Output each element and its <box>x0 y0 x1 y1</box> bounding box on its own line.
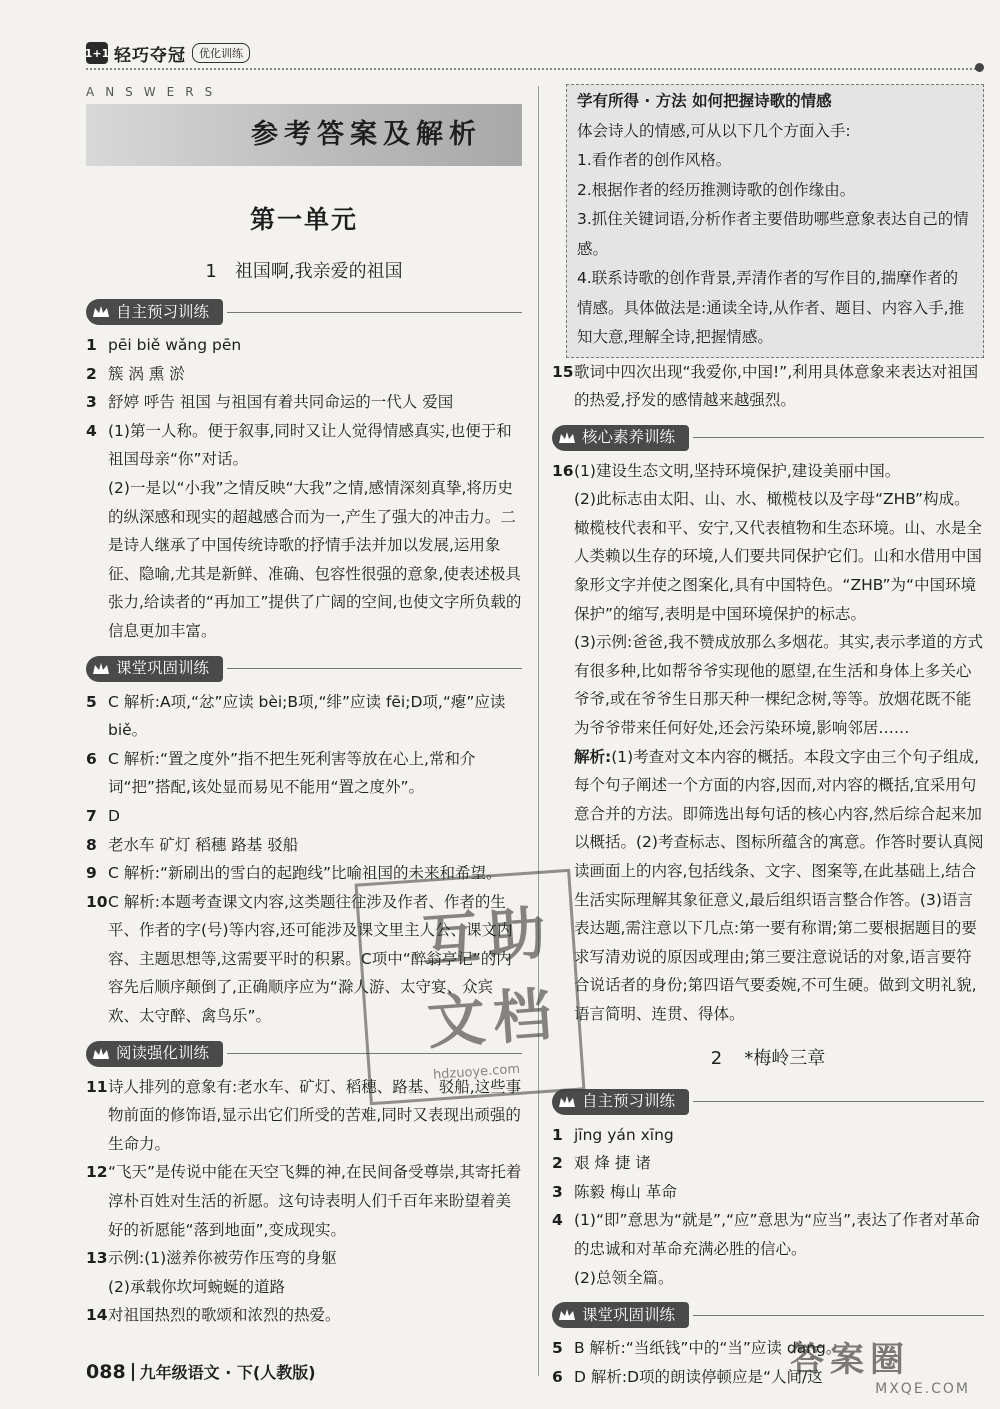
answer-item: 4 (1)第一人称。便于叙事,同时又让人觉得情感真实,也便于和祖国母亲“你”对话。 <box>86 421 512 469</box>
analysis-label: 解析: <box>574 747 612 766</box>
answer-item: 1 jīng yán xīng <box>552 1125 674 1144</box>
method-line: 2.根据作者的经历推测诗歌的创作缘由。 <box>577 180 856 199</box>
answer-continuation: (2)总领全篇。 <box>574 1268 674 1287</box>
answer-item: 2 簇 涡 熏 淤 <box>86 364 185 383</box>
analysis-text: (1)考查对文本内容的概括。本段文字由三个句子组成,每个句子阐述一个方面的内容,因而,对内容的概括,宜采用句意合并的方法。即筛选出每句话的核心内容,然后综合起来加以概括。(2)考查标志、图标所蕴含的寓意。作答时要认真阅读画面上的内容,包括线条、文字、图案等,在此基础上,结合生活实际理解其象征意义,最后组织语言整合作答。(3)语言表达题,需注意以下几点:第一要有称谓;第二要根据题目的要求写清劝说的原因或理由;第三要注意说话的对象,语言要符合说话者的身份;第四语气要委婉,不可生硬。做到文明礼貌,语言简明、连贯、得体。 <box>574 747 984 1023</box>
answer-item: 14 对祖国热烈的歌颂和浓烈的热爱。 <box>86 1306 341 1325</box>
answer-item: 11 诗人排列的意象有:老水车、矿灯、稻穗、路基、驳船,这些事物前面的修饰语,显示出它们所受的苦难,同时又表现出顽强的生命力。 <box>86 1077 522 1153</box>
answer-item: 2 艰 烽 捷 诸 <box>552 1154 651 1173</box>
page-title: 参考答案及解析 <box>251 118 482 150</box>
answer-continuation: (3)示例:爸爸,我不赞成放那么多烟花。其实,表示孝道的方式有很多种,比如帮爷爷实现他的愿望,在生活和身体上多关心爷爷,或在爷爷生日那天种一棵纪念树,等等。放烟花既不能为爷爷带来任何好处,还会污染环境,影响邻居…… <box>574 633 984 738</box>
answer-continuation: (2)承载你坎坷蜿蜒的道路 <box>108 1277 285 1296</box>
method-line: 体会诗人的情感,可从以下几个方面入手: <box>577 121 851 140</box>
answer-analysis <box>552 743 984 1029</box>
answer-item: 7 D <box>86 806 120 825</box>
page-number: 088 <box>86 1360 126 1383</box>
answer-item: 4 (1)“即”意思为“就是”,“应”意思为“应当”,表达了作者对革命的忠诚和对革命充满必胜的信心。 <box>552 1211 981 1258</box>
answer-item: 10 C 解析:本题考查课文内容,这类题往往涉及作者、作者的生平、作者的字(号)等内容,还可能涉及课文里主人公、课文内容、主题思想等,这需要平时的积累。C项中“醉翁亭记”的内容先后顺序颠倒了,正确顺序应为“滁人游、太守宴、众宾欢、太守醉、禽鸟乐”。 <box>86 892 513 1026</box>
section-consolidate <box>86 654 522 684</box>
answer-item: 12 “飞天”是传说中能在天空飞舞的神,在民间备受尊崇,其寄托着淳朴百姓对生活的祈愿。这句诗表明人们千百年来盼望着美好的祈愿能“落到地面”,变成现实。 <box>86 1163 522 1239</box>
answer-item: 15 歌词中四次出现“我爱你,中国!”,利用具体意象来表达对祖国的热爱,抒发的感情越来越强烈。 <box>552 362 979 410</box>
corner-watermark: 答案圈 MXQE.COM <box>790 1340 970 1397</box>
answer-item: 9 C 解析:“新刷出的雪白的起跑线”比喻祖国的未来和希望。 <box>86 864 502 883</box>
method-box-heading: 学有所得 · 方法 如何把握诗歌的情感 <box>577 92 832 110</box>
section-consolidate <box>552 1300 984 1330</box>
answer-item: 5 B 解析:“当纸钱”中的“当”应读 dàng。 <box>552 1339 842 1358</box>
answer-continuation: (2)此标志由太阳、山、水、橄榄枝以及字母“ZHB”构成。橄榄枝代表和平、安宁,又代表植物和生态环境。山、水是全人类赖以生存的环境,人们要共同保护它们。山和水借用中国象形文字并使之图案化,具有中国特色。“ZHB”为“中国环境保护”的缩写,表明是中国环境保护的标志。 <box>574 490 982 623</box>
lesson-number: 2 <box>710 1047 723 1069</box>
answer-item: 6 D 解析:D项的朗读停顿应是“人间/这 <box>552 1367 823 1386</box>
section-label: 核心素养训练 <box>582 428 676 447</box>
crown-icon <box>558 1095 576 1109</box>
section-label: 课堂巩固训练 <box>116 659 210 678</box>
crown-icon <box>92 305 110 319</box>
answers-label: ANSWERS <box>86 85 224 99</box>
left-column <box>86 84 522 1330</box>
method-line: 4.联系诗歌的创作背景,弄清作者的写作目的,揣摩作者的情感。具体做法是:通读全诗,从作者、题目、内容入手,推知大意,理解全诗,把握情感。 <box>577 269 965 346</box>
lesson-heading <box>86 255 522 289</box>
header <box>86 38 250 68</box>
brand-logo-icon: 1+1 <box>86 42 108 64</box>
watermark-stamp: 互助 文档 hdzuoye.com <box>355 869 586 1106</box>
section-label: 阅读强化训练 <box>116 1044 210 1063</box>
section-preview <box>552 1087 984 1117</box>
unit-title: 第一单元 <box>249 205 358 234</box>
section-label: 自主预习训练 <box>582 1092 676 1111</box>
answer-item: 13 示例:(1)滋养你被劳作压弯的身躯 <box>86 1249 337 1268</box>
section-core <box>552 423 984 453</box>
crown-icon <box>92 1047 110 1061</box>
brand-tag: 优化训练 <box>192 43 250 63</box>
column-divider <box>538 86 539 1376</box>
method-line: 3.抓住关键词语,分析作者主要借助哪些意象表达自己的情感。 <box>577 210 969 258</box>
answer-continuation: (2)一是以“小我”之情反映“大我”之情,感情深刻真挚,将历史的纵深感和现实的超越感合而为一,产生了强大的冲击力。二是诗人继承了中国传统诗歌的抒情手法并加以发展,运用象征、隐喻,尤其是新鲜、准确、包容性很强的意象,使表述极具张力,给读者的“再加工”提供了广阔的空间,也使文字所负载的信息更加丰富。 <box>108 478 522 640</box>
lesson-heading <box>552 1039 984 1079</box>
answer-item: 3 舒婷 呼告 祖国 与祖国有着共同命运的一代人 爱国 <box>86 393 454 412</box>
title-banner <box>86 104 522 166</box>
answer-item: 8 老水车 矿灯 稻穗 路基 驳船 <box>86 835 299 854</box>
answer-item: 16 (1)建设生态文明,坚持环境保护,建设美丽中国。 <box>552 461 901 480</box>
method-box <box>566 84 984 358</box>
brand-name: 轻巧夺冠 <box>114 45 186 66</box>
book-title: 九年级语文 · 下(人教版) <box>139 1363 316 1382</box>
lesson-title: 祖国啊,我亲爱的祖国 <box>234 261 403 282</box>
lesson-number: 1 <box>205 261 217 282</box>
right-column <box>552 84 984 1391</box>
lesson-title: *梅岭三章 <box>744 1047 826 1069</box>
crown-icon <box>92 662 110 676</box>
answer-item: 3 陈毅 梅山 革命 <box>552 1182 677 1201</box>
method-line: 1.看作者的创作风格。 <box>577 151 732 169</box>
section-label: 课堂巩固训练 <box>582 1305 676 1324</box>
answer-item: 1 pēi biě wǎng pēn <box>86 336 242 354</box>
crown-icon <box>558 431 576 445</box>
section-label: 自主预习训练 <box>116 302 210 321</box>
page-footer <box>86 1360 316 1383</box>
crown-icon <box>558 1308 576 1322</box>
answer-item: 6 C 解析:“置之度外”指不把生死利害等放在心上,常和介词“把”搭配,该处显而易见不能用“置之度外”。 <box>86 749 476 797</box>
section-preview <box>86 297 522 327</box>
answer-item: 5 C 解析:A项,“忿”应读 bèi;B项,“绯”应读 fēi;D项,“瘪”应读 biě。 <box>86 692 506 740</box>
header-dot-icon <box>975 63 984 72</box>
header-rule <box>86 68 980 70</box>
